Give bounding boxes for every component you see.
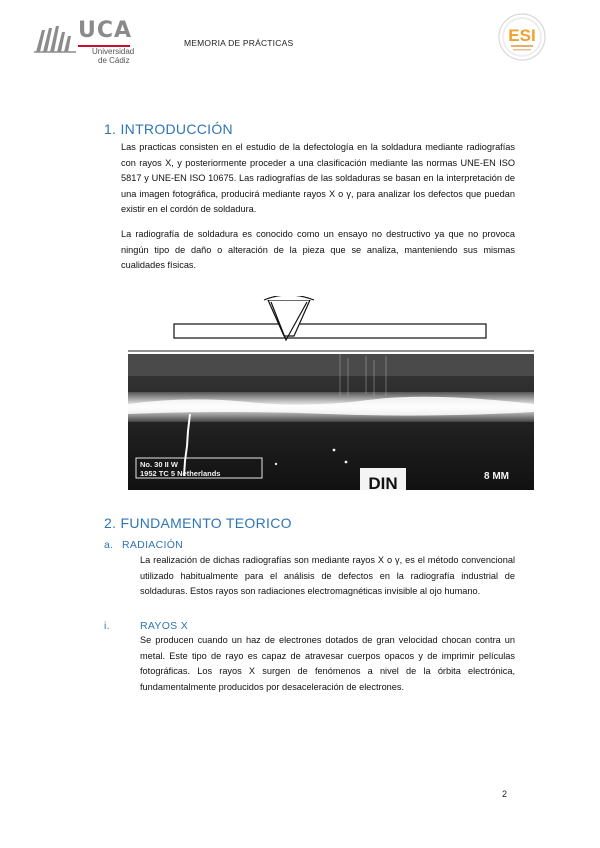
uca-logo-text: UCA [78, 18, 133, 43]
header-title: MEMORIA DE PRÁCTICAS [184, 38, 294, 48]
subsection-a-marker: a. [104, 539, 114, 551]
uca-emblem-icon [34, 24, 76, 54]
uca-logo [34, 18, 135, 65]
subsection-i-marker: i. [104, 620, 110, 632]
radiograph-label-line1: No. 30 II W [140, 460, 178, 469]
esi-logo-text: ESI [508, 26, 536, 45]
section-heading-fundamento: 2. FUNDAMENTO TEORICO [104, 515, 292, 531]
radiograph-thickness-label: 8 MM [484, 471, 509, 482]
uca-logo-sub1: Universidad [92, 47, 135, 56]
esi-logo [497, 12, 547, 62]
weld-radiograph-image [128, 296, 534, 490]
intro-paragraph-2: La radiografía de soldadura es conocido como un ensayo no destructivo ya que no provoca ningún tipo de daño o alteración de la pieza que se analiza, manteniendo sus mismas cualidades físicas. [121, 229, 515, 271]
radiograph-din-mark: DIN [368, 474, 398, 490]
subsection-a-title: RADIACIÓN [122, 539, 184, 551]
uca-logo-sub2: de Cádiz [98, 56, 130, 65]
section-heading-introduccion: 1. INTRODUCCIÓN [104, 121, 233, 137]
radiograph-label-line2: 1952 TC 5 Netherlands [140, 469, 221, 478]
subsection-i-title: RAYOS X [140, 620, 189, 632]
rayos-x-paragraph: Se producen cuando un haz de electrones dotados de gran velocidad chocan contra un metal. Este tipo de rayo es capaz de atravesar cuerpos opacos y de imprimir películas fotográficas. Los rayos X surgen de fenómenos a nivel de la órbita electrónica, fundamentalmente producidos por desaceleración de electrones. [140, 635, 515, 692]
page-number: 2 [502, 789, 508, 799]
intro-paragraph-1: Las practicas consisten en el estudio de la defectología en la soldadura mediante radiografías con rayos X, y posteriormente proceder a una clasificación mediante las normas UNE-EN ISO 5817 y UNE-EN ISO 10675. Las radiografías de las soldaduras se basan en la interpretación de una imagen fotográfica, producirá mediante rayos X o γ, para analizar los defectos que puedan existir en el cordón de soldadura. [121, 142, 515, 215]
radiacion-paragraph: La realización de dichas radiografías son mediante rayos X o γ, es el método convencional utilizado habitualmente para el análisis de defectos en la radiografía industrial de soldaduras. Estos rayos son radiaciones electromagnéticas invisible al ojo humano. [140, 555, 515, 597]
